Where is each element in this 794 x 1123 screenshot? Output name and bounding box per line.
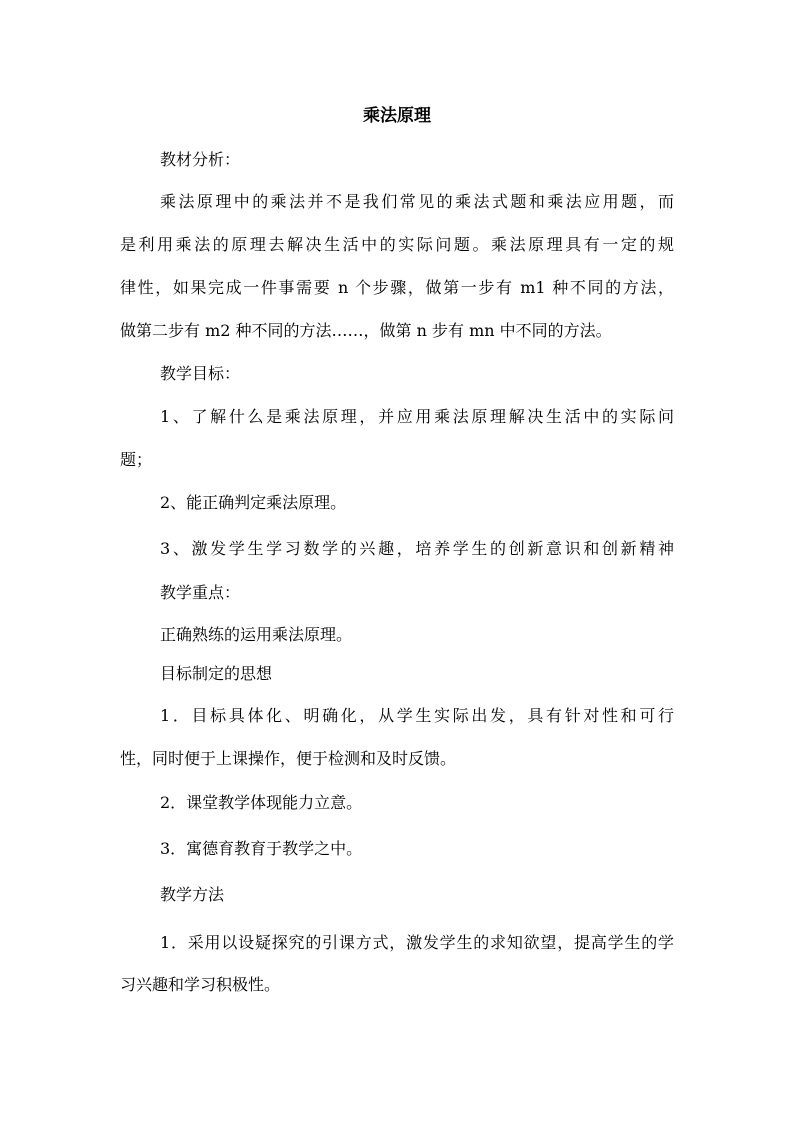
thinking1-line-1: 1．目标具体化、明确化，从学生实际出发，具有针对性和可行 bbox=[160, 706, 674, 725]
goal2: 2、能正确判定乘法原理。 bbox=[160, 493, 347, 512]
analysis-line-4: 做第二步有 m2 种不同的方法……，做第 n 步有 mn 中不同的方法。 bbox=[120, 321, 612, 340]
goal3: 3、激发学生学习数学的兴趣，培养学生的创新意识和创新精神 bbox=[160, 539, 674, 558]
heading-methods: 教学方法 bbox=[160, 885, 225, 904]
method1-line-1: 1．采用以设疑探究的引课方式，激发学生的求知欲望，提高学生的学 bbox=[160, 933, 674, 952]
goal1-line-2: 题； bbox=[120, 450, 153, 469]
analysis-line-2: 是利用乘法的原理去解决生活中的实际问题。乘法原理具有一定的规 bbox=[120, 235, 674, 254]
heading-goals: 教学目标： bbox=[160, 364, 241, 383]
thinking2: 2．课堂教学体现能力立意。 bbox=[160, 793, 363, 812]
analysis-line-1: 乘法原理中的乘法并不是我们常见的乘法式题和乘法应用题，而 bbox=[160, 192, 674, 211]
analysis-line-3: 律性，如果完成一件事需要 n 个步骤，做第一步有 m1 种不同的方法， bbox=[120, 278, 674, 297]
goal1-line-1: 1、了解什么是乘法原理，并应用乘法原理解决生活中的实际问 bbox=[160, 407, 674, 426]
thinking1-line-2: 性，同时便于上课操作，便于检测和及时反馈。 bbox=[120, 749, 457, 768]
document-title: 乘法原理 bbox=[363, 106, 431, 126]
thinking3: 3．寓德育教育于教学之中。 bbox=[160, 839, 363, 858]
heading-thinking: 目标制定的思想 bbox=[160, 664, 273, 683]
keypoint: 正确熟练的运用乘法原理。 bbox=[160, 625, 353, 644]
method1-line-2: 习兴趣和学习积极性。 bbox=[120, 975, 281, 994]
heading-analysis: 教材分析： bbox=[160, 150, 241, 169]
heading-keypoints: 教学重点： bbox=[160, 583, 241, 602]
